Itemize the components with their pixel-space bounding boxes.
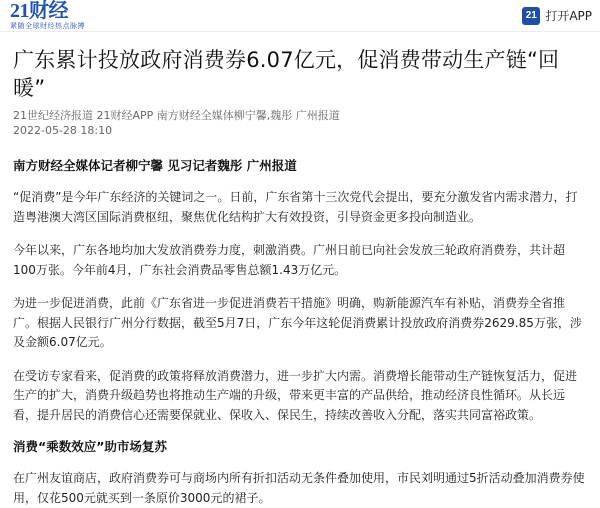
logo-block	[10, 1, 85, 30]
article-paragraph: “促消费”是今年广东经济的关键词之一。日前，广东省第十三次党代会提出，要充分激发省内需求潜力，打造粤港澳大湾区国际消费枢纽，聚焦优化结构扩大有效投资，引导资金更多投向制造业。	[13, 190, 578, 224]
article-paragraph: 在广州友谊商店，政府消费券可与商场内所有折扣活动无条件叠加使用，市民刘明通过5折活动叠加消费券使用，仅花500元就买到一条原价3000元的裙子。	[13, 471, 585, 505]
article	[0, 46, 600, 508]
article-title: 广东累计投放政府消费券6.07亿元，促消费带动生产链“回暖”	[13, 48, 560, 100]
section-heading: 消费“乘数效应”助市场复苏	[13, 439, 167, 454]
article-meta: 21世纪经济报道 21财经APP 南方财经全媒体柳宁馨,魏彤 广州报道	[13, 109, 340, 122]
article-paragraph: 今年以来，广东各地均加大发放消费券力度，刺激消费。广州日前已向社会发放三轮政府消费券，共计超100万张。今年前4月，广东社会消费品零售总额1.43万亿元。	[13, 243, 566, 277]
article-byline: 南方财经全媒体记者柳宁馨 见习记者魏彤 广州报道	[13, 158, 297, 173]
logo-text: 21财经	[10, 0, 68, 22]
open-app-button[interactable]	[522, 7, 592, 25]
article-paragraph: 在受访专家看来，促消费的政策将释放消费潜力，进一步扩大内需。消费增长能带动生产链恢复活力，促进生产的扩大，消费升级趋势也将推动生产端的升级，带来更丰富的产品供给，推动经济良性循环。从长远看，提升居民的消费信心还需要保就业、保收入、保民生，持续改善收入分配，落实共同富裕政策。	[13, 368, 578, 422]
open-app-label: 打开APP	[545, 9, 592, 23]
site-logo[interactable]	[10, 1, 85, 30]
logo-slogan: 紧随全球财经热点脉搏	[10, 22, 85, 30]
top-bar	[0, 0, 600, 32]
app-icon: 21	[522, 7, 540, 25]
article-date: 2022-05-28 18:10	[13, 124, 113, 137]
article-paragraph: 为进一步促进消费，此前《广东省进一步促进消费若干措施》明确，购新能源汽车有补贴，消费券全省推广。根据人民银行广州分行数据，截至5月7日，广东今年这轮促消费累计投放政府消费券2629.85万张，涉及金额6.07亿元。	[13, 296, 582, 349]
